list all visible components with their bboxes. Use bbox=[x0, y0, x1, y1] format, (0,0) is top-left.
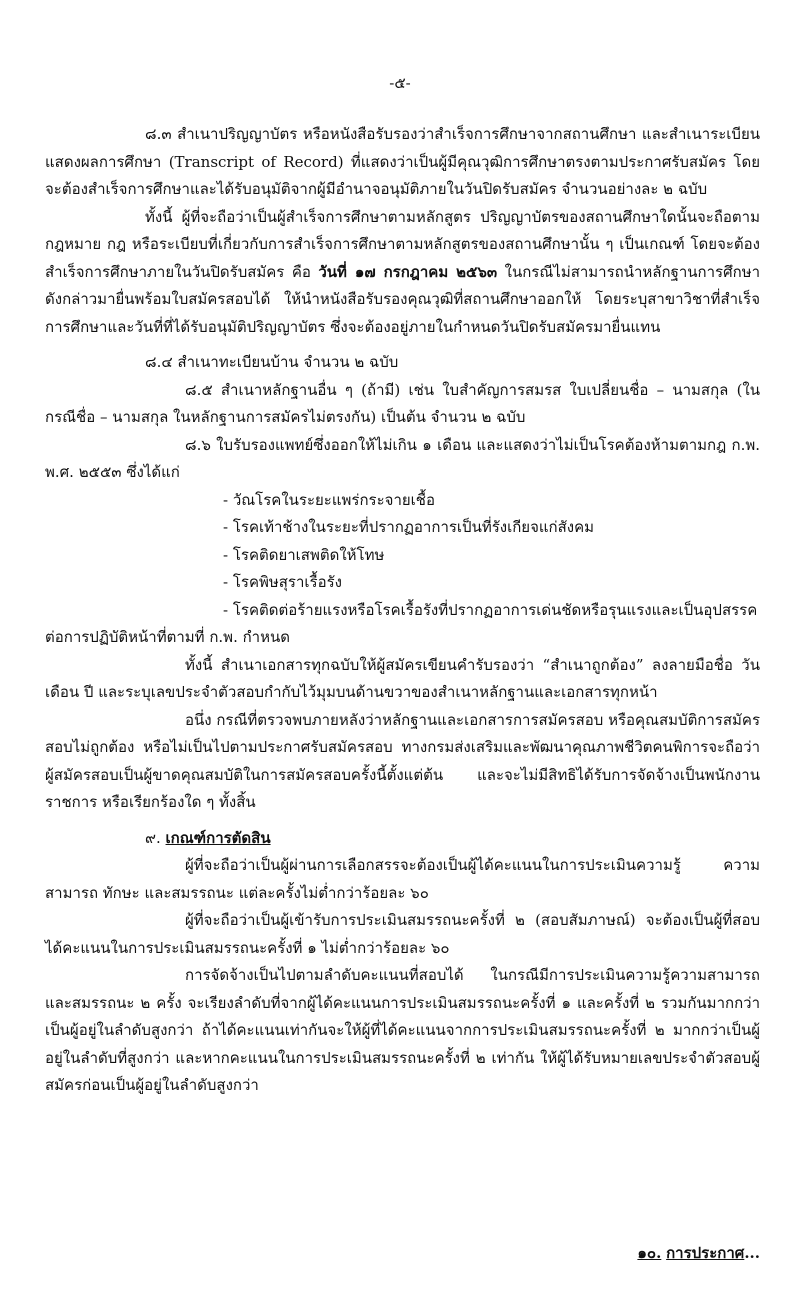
disease-list bbox=[45, 487, 760, 625]
continuation-footer bbox=[637, 1240, 760, 1268]
disease-item: - วัณโรคในระยะแพร่กระจายเชื้อ bbox=[223, 490, 435, 509]
section-9-title: เกณฑ์การตัดสิน bbox=[165, 828, 271, 847]
disease-item: - โรคเท้าช้างในระยะที่ปรากฏอาการเป็นที่รังเกียจแก่สังคม bbox=[223, 518, 595, 536]
invalid-paragraph: อนึ่ง กรณีที่ตรวจพบภายหลังว่าหลักฐานและเอกสารการสมัครสอบ หรือคุณสมบัติการสมัครสอบไม่ถูกต้อง หรือไม่เป็นไปตามประกาศรับสมัครสอบ ทางกรมส่งเสริมและพัฒนาคุณภาพชีวิตคนพิการจะถือว่าผู้สมัครสอบเป็นผู้ขาดคุณสมบัติในการสมัครสอบครั้งนี้ตั้งแต่ต้น และจะไม่มีสิทธิได้รับการจัดจ้างเป็นพนักงานราชการ หรือเรียกร้องใด ๆ ทั้งสิ้น bbox=[45, 710, 761, 811]
closing-date: วันที่ ๑๗ กรกฎาคม ๒๕๖๓ bbox=[318, 262, 498, 281]
item-8-3: ๘.๓ สำเนาปริญญาบัตร หรือหนังสือรับรองว่าสำเร็จการศึกษาจากสถานศึกษา และสำเนาระเบียนแสดงผลการศึกษา (Transcript of Record) ที่แสดงว่าเป็นผู้มีคุณวุฒิการศึกษาตรงตามประกาศรับสมัคร โดยจะต้องสำเร็จการศึกษาและได้รับอนุมัติจากผู้มีอำนาจอนุมัติภายในวันปิดรับสมัคร จำนวนอย่างละ ๒ ฉบับ bbox=[45, 125, 760, 198]
note-text-a: ทั้งนี้ ผู้ที่จะถือว่าเป็นผู้สำเร็จการศึกษาตามหลักสูตร ปริญญาบัตรของสถานศึกษาใดนั้นจะถือตามกฎหมาย กฎ หรือระเบียบที่เกี่ยวกับการสำเร็จการศึกษาตามหลักสูตรของสถานศึกษานั้น ๆ เป็นเกณฑ์ โดยจะต้องสำเร็จการศึกษาภายในวันปิดรับสมัคร คือ bbox=[45, 207, 760, 281]
disease-item: - โรคติดต่อร้ายแรงหรือโรคเรื้อรังที่ปรากฏอาการเด่นชัดหรือรุนแรงและเป็นอุปสรรค bbox=[223, 600, 758, 619]
next-section-number: ๑๐. bbox=[637, 1244, 662, 1262]
item-8-6: ๘.๖ ใบรับรองแพทย์ซึ่งออกให้ไม่เกิน ๑ เดือน และแสดงว่าไม่เป็นโรคต้องห้ามตามกฎ ก.พ. พ.ศ. ๒๕๕๓ ซึ่งได้แก่ bbox=[45, 435, 760, 481]
certify-paragraph: ทั้งนี้ สำเนาเอกสารทุกฉบับให้ผู้สมัครเขียนคำรับรองว่า “สำเนาถูกต้อง” ลงลายมือชื่อ วัน เดือน ปี และระบุเลขประจำตัวสอบกำกับไว้มุมบนด้านขวาของสำเนาหลักฐานและเอกสารทุกหน้า bbox=[45, 655, 760, 701]
next-section-title: การประกาศ bbox=[666, 1244, 745, 1262]
item-8-4: ๘.๔ สำเนาทะเบียนบ้าน จำนวน ๒ ฉบับ bbox=[145, 353, 399, 371]
note-text-b: ในกรณีไม่สามารถนำหลักฐานการศึกษาดังกล่าวมายื่นพร้อมใบสมัครสอบได้ ให้นำหนังสือรับรองคุณวุฒิที่สถานศึกษาออกให้ โดยระบุสาขาวิชาที่สำเร็จการศึกษาและวันที่ที่ได้รับอนุมัติปริญญาบัตร ซึ่งจะต้องอยู่ภายในกำหนดวันปิดรับสมัครมายื่นแทน bbox=[45, 262, 760, 336]
document-body bbox=[45, 121, 760, 1100]
section-9-heading bbox=[45, 825, 760, 853]
item-8-3-note bbox=[45, 204, 760, 342]
section-9-paragraph-1: ผู้ที่จะถือว่าเป็นผู้ผ่านการเลือกสรรจะต้องเป็นผู้ได้คะแนนในการประเมินความรู้ ความสามารถ ทักษะ และสมรรถนะ แต่ละครั้งไม่ต่ำกว่าร้อยละ ๖๐ bbox=[45, 856, 760, 902]
item-8-5: ๘.๕ สำเนาหลักฐานอื่น ๆ (ถ้ามี) เช่น ใบสำคัญการสมรส ใบเปลี่ยนชื่อ – นามสกุล (ในกรณีชื่อ – นามสกุล ในหลักฐานการสมัครไม่ตรงกัน) เป็นต้น จำนวน ๒ ฉบับ bbox=[45, 380, 760, 426]
section-9-paragraph-2: ผู้ที่จะถือว่าเป็นผู้เข้ารับการประเมินสมรรถนะครั้งที่ ๒ (สอบสัมภาษณ์) จะต้องเป็นผู้ที่สอบได้คะแนนในการประเมินสมรรถนะครั้งที่ ๑ ไม่ต่ำกว่าร้อยละ ๖๐ bbox=[45, 911, 760, 957]
disease-item: - โรคติดยาเสพติดให้โทษ bbox=[223, 545, 385, 564]
section-9-number: ๙. bbox=[145, 828, 161, 847]
page-number: -๕- bbox=[389, 74, 411, 92]
section-9-paragraph-3: การจัดจ้างเป็นไปตามลำดับคะแนนที่สอบได้ ในกรณีมีการประเมินความรู้ความสามารถและสมรรถนะ ๒ ครั้ง จะเรียงลำดับที่จากผู้ได้คะแนนการประเมินสมรรถนะครั้งที่ ๑ และครั้งที่ ๒ รวมกันมากกว่าเป็นผู้อยู่ในลำดับสูงกว่า ถ้าได้คะแนนเท่ากันจะให้ผู้ที่ได้คะแนนจากการประเมินสมรรถนะครั้งที่ ๒ มากกว่าเป็นผู้อยู่ในลำดับที่สูงกว่า และหากคะแนนในการประเมินสมรรถนะครั้งที่ ๒ เท่ากัน ให้ผู้ได้รับหมายเลขประจำตัวสอบผู้สมัครก่อนเป็นผู้อยู่ในลำดับสูงกว่า bbox=[45, 966, 760, 1094]
continuation-ellipsis: ... bbox=[744, 1244, 760, 1262]
disease-tail: ต่อการปฏิบัติหน้าที่ตามที่ ก.พ. กำหนด bbox=[45, 628, 290, 646]
disease-item: - โรคพิษสุราเรื้อรัง bbox=[223, 573, 342, 591]
